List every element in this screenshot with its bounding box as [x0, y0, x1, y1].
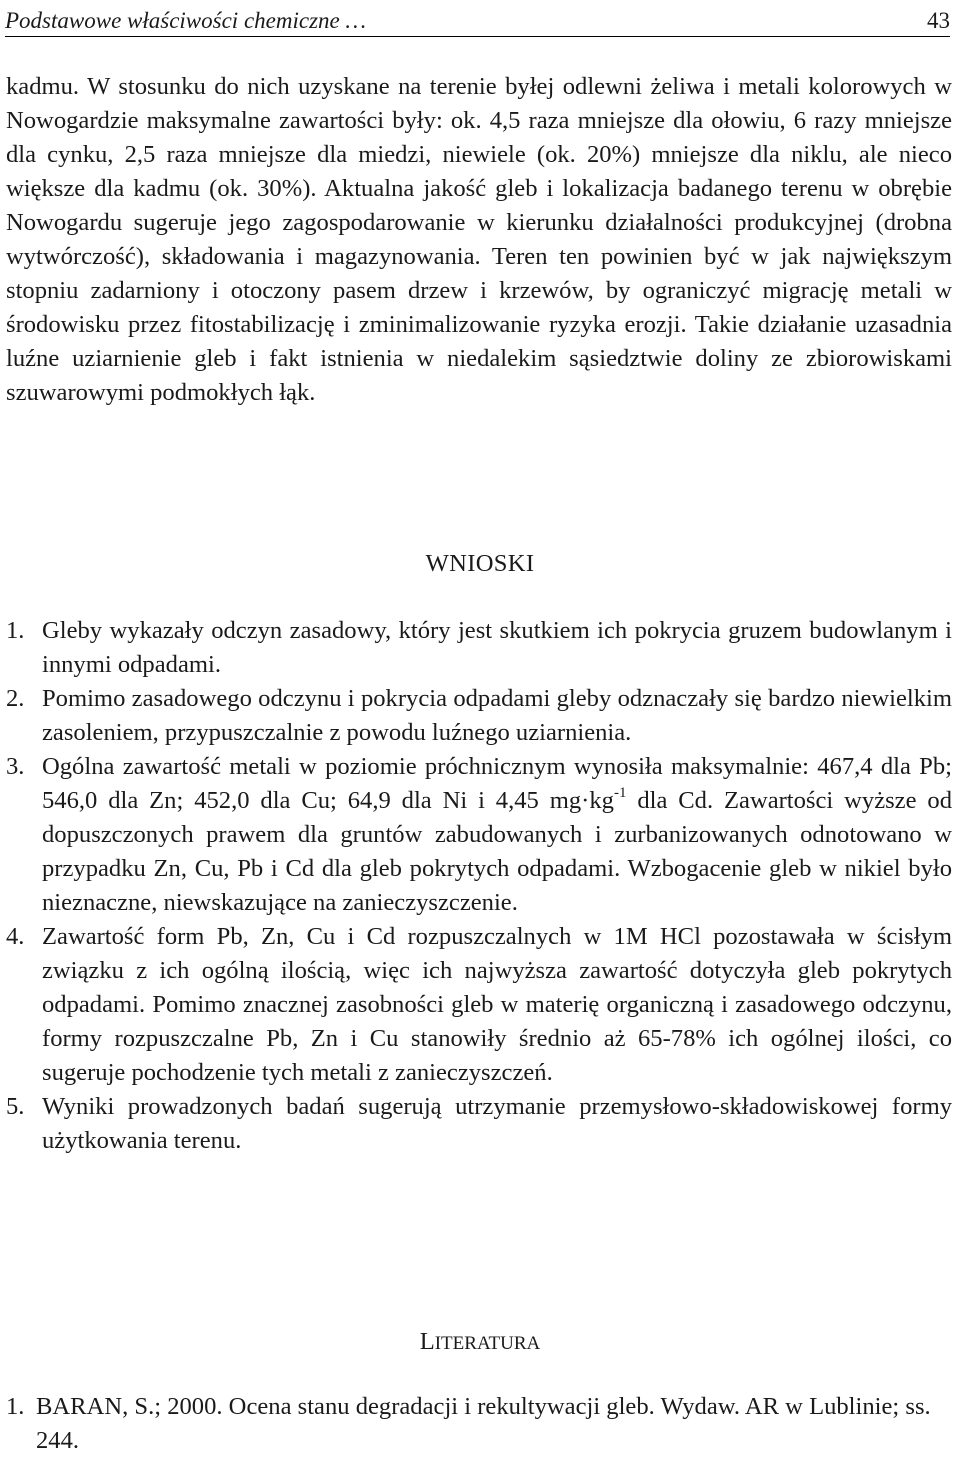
conclusions-list [6, 614, 952, 1158]
reference-item [6, 1390, 952, 1458]
reference-number: 1. [6, 1393, 25, 1420]
list-item-text-after: dla Cd. Zawartości wyższe od dopuszczonych prawem dla gruntów zabudowanych i zurbanizowanych odnotowano w przypadku Zn, Cu, Pb i Cd dla gleb pokrytych odpadami. Wzbogacenie gleb w nikiel było nieznaczne, niewskazujące na zanieczyszczenie. [42, 787, 952, 916]
running-header [5, 0, 950, 37]
reference-text: BARAN, S.; 2000. Ocena stanu degradacji i rekultywacji gleb. Wydaw. AR w Lublinie; ss. 244. [36, 1393, 931, 1454]
list-item-text-before: Ogólna zawartość metali w poziomie próchnicznym wynosiła maksymalnie: 467,4 dla Pb; 546,0 dla Zn; 452,0 dla Cu; 64,9 dla Ni i 4,45 mg·kg [42, 753, 952, 814]
list-item-text: Zawartość form Pb, Zn, Cu i Cd rozpuszczalnych w 1M HCl pozostawała w ścisłym związku z ich ogólną ilością, więc ich najwyższa zawartość dotyczyła gleb pokrytych odpadami. Pomimo znacznej zasobności gleb w materię organiczną i zasadowego odczynu, formy rozpuszczalne Pb, Zn i Cu stanowiły średnio aż 65-78% ich ogólnej ilości, co sugeruje pochodzenie tych metali z zanieczyszczeń. [42, 923, 952, 1086]
list-item [6, 1090, 952, 1158]
list-item-number: 2. [6, 685, 25, 712]
references-list [6, 1390, 952, 1458]
list-item-number: 4. [6, 923, 25, 950]
page-number: 43 [927, 8, 950, 33]
unit-superscript: -1 [613, 784, 627, 801]
list-item-text: Gleby wykazały odczyn zasadowy, który jest skutkiem ich pokrycia gruzem budowlanym i innymi odpadami. [42, 617, 952, 678]
conclusions-heading: WNIOSKI [425, 550, 535, 577]
list-item [6, 750, 952, 920]
list-item [6, 682, 952, 750]
list-item-text [42, 753, 952, 916]
list-item [6, 614, 952, 682]
running-title: Podstawowe właściwości chemiczne … [5, 8, 366, 33]
body-paragraph: kadmu. W stosunku do nich uzyskane na terenie byłej odlewni żeliwa i metali kolorowych w Nowogardzie maksymalne zawartości były: ok. 4,5 raza mniejsze dla ołowiu, 6 razy mniejsze dla cynku, 2,5 raza mniejsze dla miedzi, niewiele (ok. 20%) mniejsze dla niklu, ale nieco większe dla kadmu (ok. 30%). Aktualna jakość gleb i lokalizacja badanego terenu w obrębie Nowogardu sugeruje jego zagospodarowanie w kierunku działalności produkcyjnej (drobna wytwórczość), składowania i magazynowania. Teren ten powinien być w jak największym stopniu zadarniony i otoczony pasem drzew i krzewów, by ograniczyć migrację metali w środowisku przez fitostabilizację i zminimalizowanie ryzyka erozji. Takie działanie uzasadnia luźne uziarnienie gleb i fakt istnienia w niedalekim sąsiedztwie doliny ze zbiorowiskami szuwarowymi podmokłych łąk. [6, 73, 952, 406]
list-item [6, 920, 952, 1090]
list-item-number: 5. [6, 1093, 25, 1120]
literature-heading [0, 1325, 960, 1361]
list-item-text: Wyniki prowadzonych badań sugerują utrzymanie przemysłowo-składowiskowej formy użytkowania terenu. [42, 1093, 952, 1154]
list-item-text: Pomimo zasadowego odczynu i pokrycia odpadami gleby odznaczały się bardzo niewielkim zasoleniem, przypuszczalnie z powodu luźnego uziarnienia. [42, 685, 952, 746]
literature-heading-rest: ITERATURA [434, 1333, 541, 1354]
literature-heading-initial: L [419, 1328, 435, 1355]
list-item-number: 1. [6, 617, 25, 644]
list-item-number: 3. [6, 753, 25, 780]
